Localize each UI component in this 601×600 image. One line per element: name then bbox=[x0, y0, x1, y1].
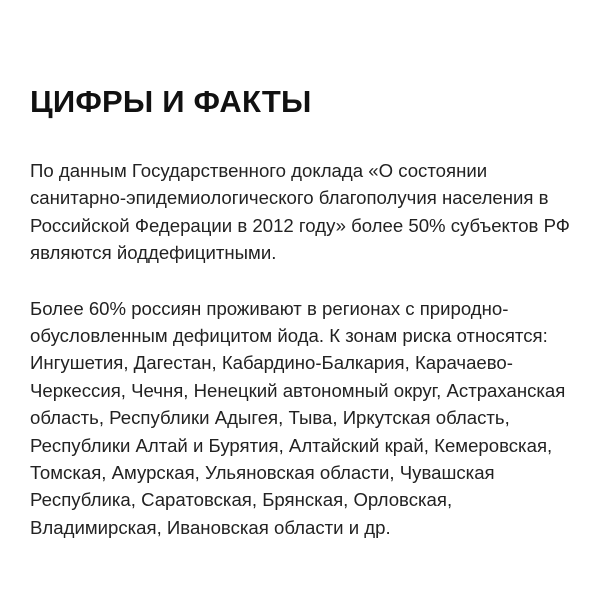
article-title: ЦИФРЫ И ФАКТЫ bbox=[30, 84, 312, 119]
article-paragraph: По данным Государственного доклада «О состоянии санитарно-эпидемиологического благополучия населения в Российской Федерации в 2012 году» более 50% субъектов РФ являются йоддефицитными. bbox=[30, 160, 570, 264]
article-paragraph: Более 60% россиян проживают в регионах с природно-обусловленным дефицитом йода. К зонам риска относятся: Ингушетия, Дагестан, Кабардино-Балкария, Карачаево-Черкессия, Чечня, Ненецкий автономный округ, Астраханская область, Республики Адыгея, Тыва, Иркутская область, Республики Алтай и Бурятия, Алтайский край, Кемеровская, Томская, Амурская, Ульяновская области, Чувашская Республика, Саратовская, Брянская, Орловская, Владимирская, Ивановская области и др. bbox=[30, 297, 566, 538]
article bbox=[30, 84, 575, 569]
